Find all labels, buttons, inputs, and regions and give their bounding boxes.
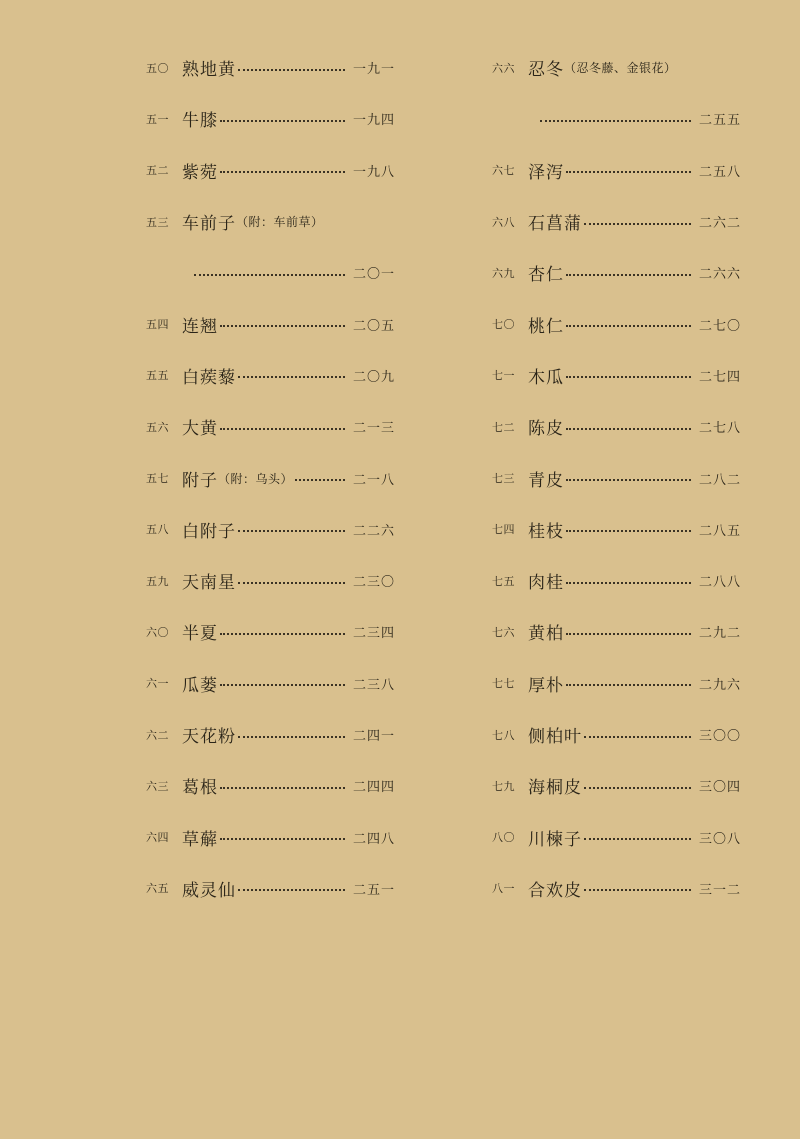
dot-leader: [584, 223, 691, 225]
page-number: 一九八: [352, 164, 395, 180]
page-number: 三〇四: [698, 780, 741, 796]
entry-number: 五六: [146, 420, 169, 434]
page-number: 二五八: [698, 164, 741, 180]
entry-title: 附子: [182, 470, 218, 491]
entry-number: 七九: [492, 779, 515, 793]
entry-title: 瓜蒌: [182, 675, 218, 696]
toc-entry: [146, 504, 395, 555]
dot-leader: [220, 787, 345, 789]
toc-entry: [146, 709, 395, 760]
entry-title: 石菖蒲: [528, 214, 582, 235]
entry-title: 威灵仙: [182, 880, 236, 901]
page-number: 三〇八: [698, 831, 741, 847]
entry-title: 厚朴: [528, 675, 564, 696]
entry-title: 车前子: [182, 214, 236, 235]
entry-number: 六八: [492, 215, 515, 229]
entry-title: 白蒺藜: [182, 367, 236, 388]
toc-entry: [492, 760, 741, 811]
toc-entry: [146, 196, 395, 247]
dot-leader: [220, 325, 345, 327]
dot-leader: [238, 376, 345, 378]
toc-entry: [146, 350, 395, 401]
entry-title: 大黄: [182, 419, 218, 440]
entry-number: 五九: [146, 574, 169, 588]
toc-entry-continuation: [492, 93, 741, 144]
entry-title: 天花粉: [182, 727, 236, 747]
entry-number: 七三: [492, 472, 515, 486]
entry-title: 陈皮: [528, 419, 564, 440]
entry-number: 七五: [492, 574, 515, 588]
page-number: 二九六: [698, 677, 741, 693]
page-number: 二八八: [698, 575, 741, 591]
entry-title: 半夏: [182, 624, 218, 645]
toc-entry: [146, 606, 395, 657]
entry-title: 紫菀: [182, 162, 218, 183]
toc-entry-continuation: [146, 247, 395, 298]
page-number: 二〇九: [352, 369, 395, 385]
dot-leader: [584, 838, 691, 840]
entry-title: 桂枝: [528, 521, 564, 542]
toc-entry: [146, 555, 395, 606]
page-number: 一九四: [352, 113, 395, 129]
entry-number: 五三: [146, 215, 169, 229]
toc-entry: [492, 452, 741, 503]
entry-note: （附：乌头）: [218, 471, 294, 486]
dot-leader: [584, 736, 691, 738]
page-number: 二八五: [698, 523, 741, 539]
toc-entry: [492, 247, 741, 298]
page-number: 二〇五: [352, 318, 395, 334]
dot-leader: [295, 479, 345, 481]
entry-title: 连翘: [182, 316, 218, 337]
entry-number: 六一: [146, 677, 169, 691]
page-number: 二七八: [698, 421, 741, 437]
toc-column-right: [492, 42, 741, 914]
toc-entry: [492, 401, 741, 452]
entry-title: 川楝子: [528, 829, 582, 850]
entry-title: 天南星: [182, 573, 236, 594]
toc-entry: [146, 401, 395, 452]
entry-number: 八〇: [492, 831, 515, 845]
toc-entry: [146, 452, 395, 503]
dot-leader: [238, 530, 345, 532]
entry-number: 六〇: [146, 625, 169, 639]
entry-number: 七七: [492, 677, 515, 691]
entry-title: 忍冬: [528, 60, 564, 81]
toc-entry: [146, 811, 395, 862]
page-number: 二五一: [352, 882, 395, 898]
toc-entry: [492, 504, 741, 555]
toc-entry: [146, 658, 395, 709]
entry-number: 五四: [146, 318, 169, 332]
dot-leader: [220, 838, 345, 840]
dot-leader: [220, 684, 345, 686]
entry-note: （忍冬藤、金银花）: [564, 61, 677, 76]
dot-leader: [194, 274, 345, 276]
entry-number: 六七: [492, 164, 515, 178]
page-number: 二三〇: [352, 575, 395, 591]
entry-title: 杏仁: [528, 265, 564, 286]
dot-leader: [220, 633, 345, 635]
page-number: 一九一: [352, 62, 395, 78]
page-number: 二七四: [698, 369, 741, 385]
toc-entry: [492, 145, 741, 196]
entry-number: 六三: [146, 779, 169, 793]
page-number: 二八二: [698, 472, 741, 488]
entry-title: 桃仁: [528, 316, 564, 337]
dot-leader: [566, 684, 691, 686]
toc-entry: [146, 298, 395, 349]
entry-number: 五七: [146, 472, 169, 486]
entry-number: 七一: [492, 369, 515, 383]
toc-entry: [492, 811, 741, 862]
entry-number: 六四: [146, 831, 169, 845]
dot-leader: [238, 69, 345, 71]
entry-title: 肉桂: [528, 573, 564, 594]
toc-entry: [492, 196, 741, 247]
page-number: 三〇〇: [698, 729, 741, 744]
page-number: 二三四: [352, 626, 395, 642]
entry-number: 六九: [492, 266, 515, 280]
entry-number: 七二: [492, 420, 515, 434]
entry-title: 侧柏叶: [528, 727, 582, 747]
page-number: 二四一: [352, 729, 395, 744]
page-number: 二七〇: [698, 318, 741, 334]
toc-entry: [492, 350, 741, 401]
entry-number: 六六: [492, 61, 515, 75]
dot-leader: [566, 325, 691, 327]
entry-title: 木瓜: [528, 367, 564, 388]
dot-leader: [540, 120, 691, 122]
dot-leader: [584, 889, 691, 891]
dot-leader: [220, 428, 345, 430]
page-number: 二二六: [352, 523, 395, 539]
toc-entry: [492, 863, 741, 914]
dot-leader: [566, 428, 691, 430]
dot-leader: [238, 736, 345, 738]
dot-leader: [566, 479, 691, 481]
entry-title: 黄柏: [528, 624, 564, 645]
toc-entry: [492, 42, 741, 93]
page-number: 三一二: [698, 882, 741, 898]
entry-number: 七六: [492, 625, 515, 639]
page-number: 二一八: [352, 472, 395, 488]
dot-leader: [238, 582, 345, 584]
entry-number: 六二: [146, 728, 169, 742]
page-number: 二六六: [698, 267, 741, 283]
page-number: 二六二: [698, 216, 741, 232]
dot-leader: [238, 889, 345, 891]
dot-leader: [220, 120, 345, 122]
page-number: 二三八: [352, 677, 395, 693]
page-number: 二〇一: [352, 267, 395, 283]
page-number: 二四八: [352, 831, 395, 847]
entry-number: 七〇: [492, 318, 515, 332]
entry-number: 五〇: [146, 61, 169, 75]
dot-leader: [566, 376, 691, 378]
dot-leader: [566, 582, 691, 584]
toc-entry: [492, 709, 741, 760]
toc-entry: [492, 298, 741, 349]
toc-entry: [146, 863, 395, 914]
page-number: 二九二: [698, 626, 741, 642]
toc-entry: [146, 145, 395, 196]
toc-entry: [146, 93, 395, 144]
entry-title: 白附子: [182, 521, 236, 542]
entry-title: 青皮: [528, 470, 564, 491]
entry-title: 牛膝: [182, 111, 218, 132]
dot-leader: [566, 633, 691, 635]
dot-leader: [220, 171, 345, 173]
page-number: 二一三: [352, 421, 395, 437]
entry-title: 泽泻: [528, 162, 564, 183]
entry-number: 五二: [146, 164, 169, 178]
page-number: 二四四: [352, 780, 395, 796]
toc-entry: [146, 760, 395, 811]
entry-number: 六五: [146, 882, 169, 896]
dot-leader: [566, 274, 691, 276]
entry-note: （附：车前草）: [236, 215, 324, 230]
dot-leader: [584, 787, 691, 789]
toc-entry: [146, 42, 395, 93]
entry-number: 七八: [492, 728, 515, 742]
entry-number: 八一: [492, 882, 515, 896]
toc-column-left: [146, 42, 395, 914]
entry-title: 合欢皮: [528, 880, 582, 901]
page-number: 二五五: [698, 113, 741, 129]
entry-number: 五一: [146, 112, 169, 126]
entry-number: 五八: [146, 523, 169, 537]
entry-title: 草薢: [182, 829, 218, 850]
entry-number: 七四: [492, 523, 515, 537]
entry-title: 熟地黄: [182, 60, 236, 81]
entry-number: 五五: [146, 369, 169, 383]
toc-entry: [492, 606, 741, 657]
entry-title: 海桐皮: [528, 778, 582, 799]
toc-entry: [492, 555, 741, 606]
dot-leader: [566, 530, 691, 532]
entry-title: 葛根: [182, 778, 218, 799]
toc-entry: [492, 658, 741, 709]
dot-leader: [566, 171, 691, 173]
